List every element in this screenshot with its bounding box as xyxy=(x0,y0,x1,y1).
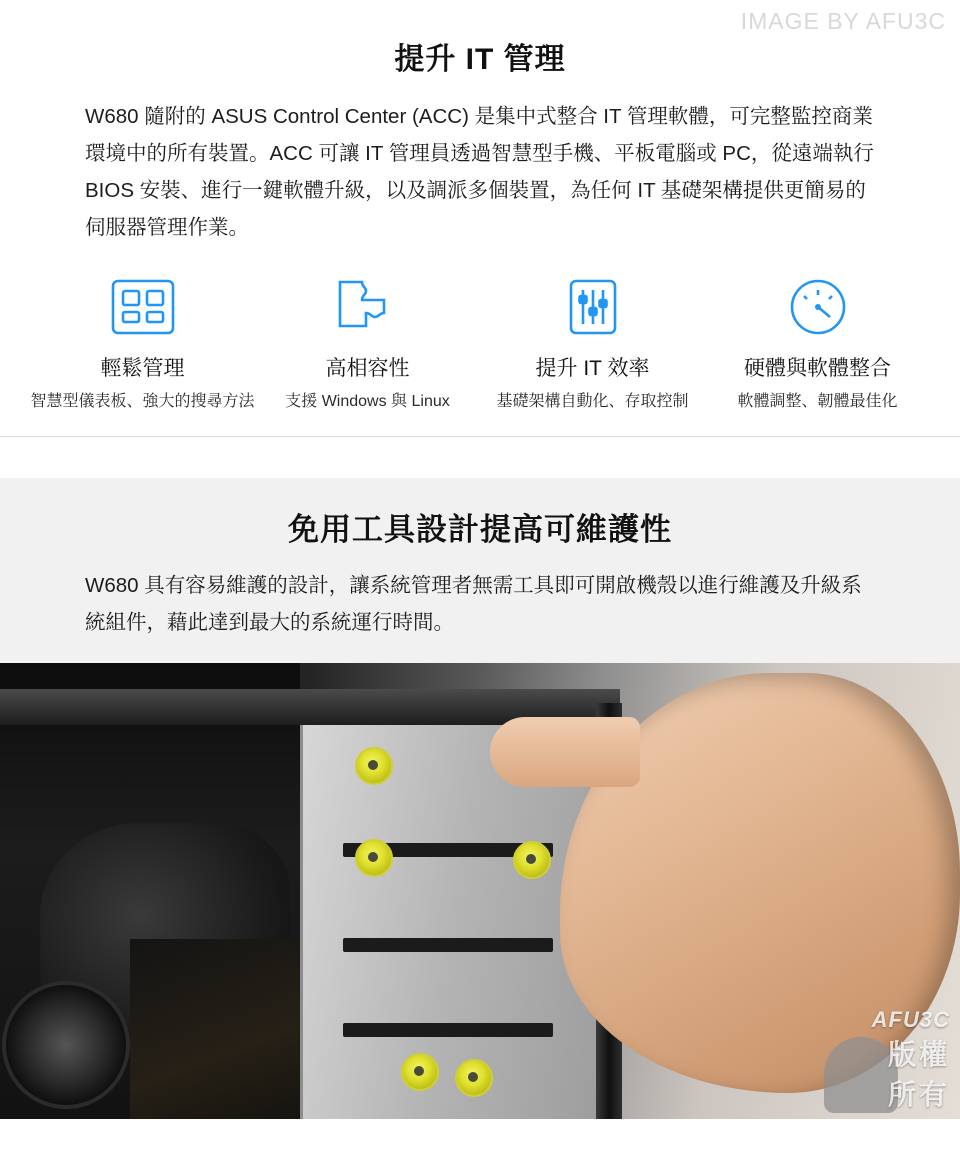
feature-desc: 基礎架構自動化、存取控制 xyxy=(496,393,689,410)
section-divider xyxy=(0,436,960,437)
cpu-fan xyxy=(2,981,130,1109)
section-toolless-design xyxy=(0,478,960,663)
feature-list xyxy=(30,274,930,414)
feature-desc: 軟體調整、韌體最佳化 xyxy=(737,393,898,410)
feature-title: 高相容性 xyxy=(325,357,410,380)
watermark-copyright-line: 版權 xyxy=(887,1039,950,1070)
thumbscrew xyxy=(355,747,393,785)
sliders-icon xyxy=(480,274,705,340)
section-one-paragraph: W680 隨附的 ASUS Control Center (ACC) 是集中式整合 IT 管理軟體，可完整監控商業環境中的所有裝置。ACC 可讓 IT 管理員透過智慧型手機、平板電腦或 PC，從遠端執行 BIOS 安裝、進行一鍵軟體升級，以及調派多個裝置，為任何 IT 基礎架構提供更簡易的伺服器管理作業。 xyxy=(85,105,874,239)
cage-slot xyxy=(343,938,553,952)
section-two-paragraph: W680 具有容易維護的設計，讓系統管理者無需工具即可開啟機殼以進行維護及升級系統組件，藉此達到最大的系統運行時間。 xyxy=(85,574,862,634)
feature-item xyxy=(480,274,705,414)
watermark-brand: AFU3C xyxy=(871,1007,950,1032)
thumbscrew xyxy=(355,839,393,877)
cage-slot xyxy=(343,1023,553,1037)
gauge-icon xyxy=(705,274,930,340)
thumbscrew xyxy=(401,1053,439,1091)
index-finger xyxy=(490,717,640,787)
section-it-management xyxy=(0,0,960,478)
dashboard-icon xyxy=(30,274,255,340)
thumbscrew xyxy=(455,1059,493,1097)
top-watermark: IMAGE BY AFU3C xyxy=(740,8,946,34)
section-two-title: 免用工具設計提高可維護性 xyxy=(288,512,672,547)
product-photo xyxy=(0,663,960,1119)
feature-desc: 智慧型儀表板、強大的搜尋方法 xyxy=(30,393,255,410)
watermark-copyright-line: 所有 xyxy=(887,1079,950,1110)
feature-title: 硬體與軟體整合 xyxy=(744,357,891,380)
photo-watermark xyxy=(872,1007,950,1113)
feature-title: 輕鬆管理 xyxy=(100,357,185,380)
feature-item xyxy=(705,274,930,414)
feature-desc: 支援 Windows 與 Linux xyxy=(285,393,450,410)
thumbscrew xyxy=(513,841,551,879)
feature-title: 提升 IT 效率 xyxy=(535,357,650,380)
puzzle-icon xyxy=(255,274,480,340)
feature-item xyxy=(30,274,255,414)
section-one-title: 提升 IT 管理 xyxy=(394,43,566,76)
motherboard xyxy=(130,939,320,1119)
feature-item xyxy=(255,274,480,414)
